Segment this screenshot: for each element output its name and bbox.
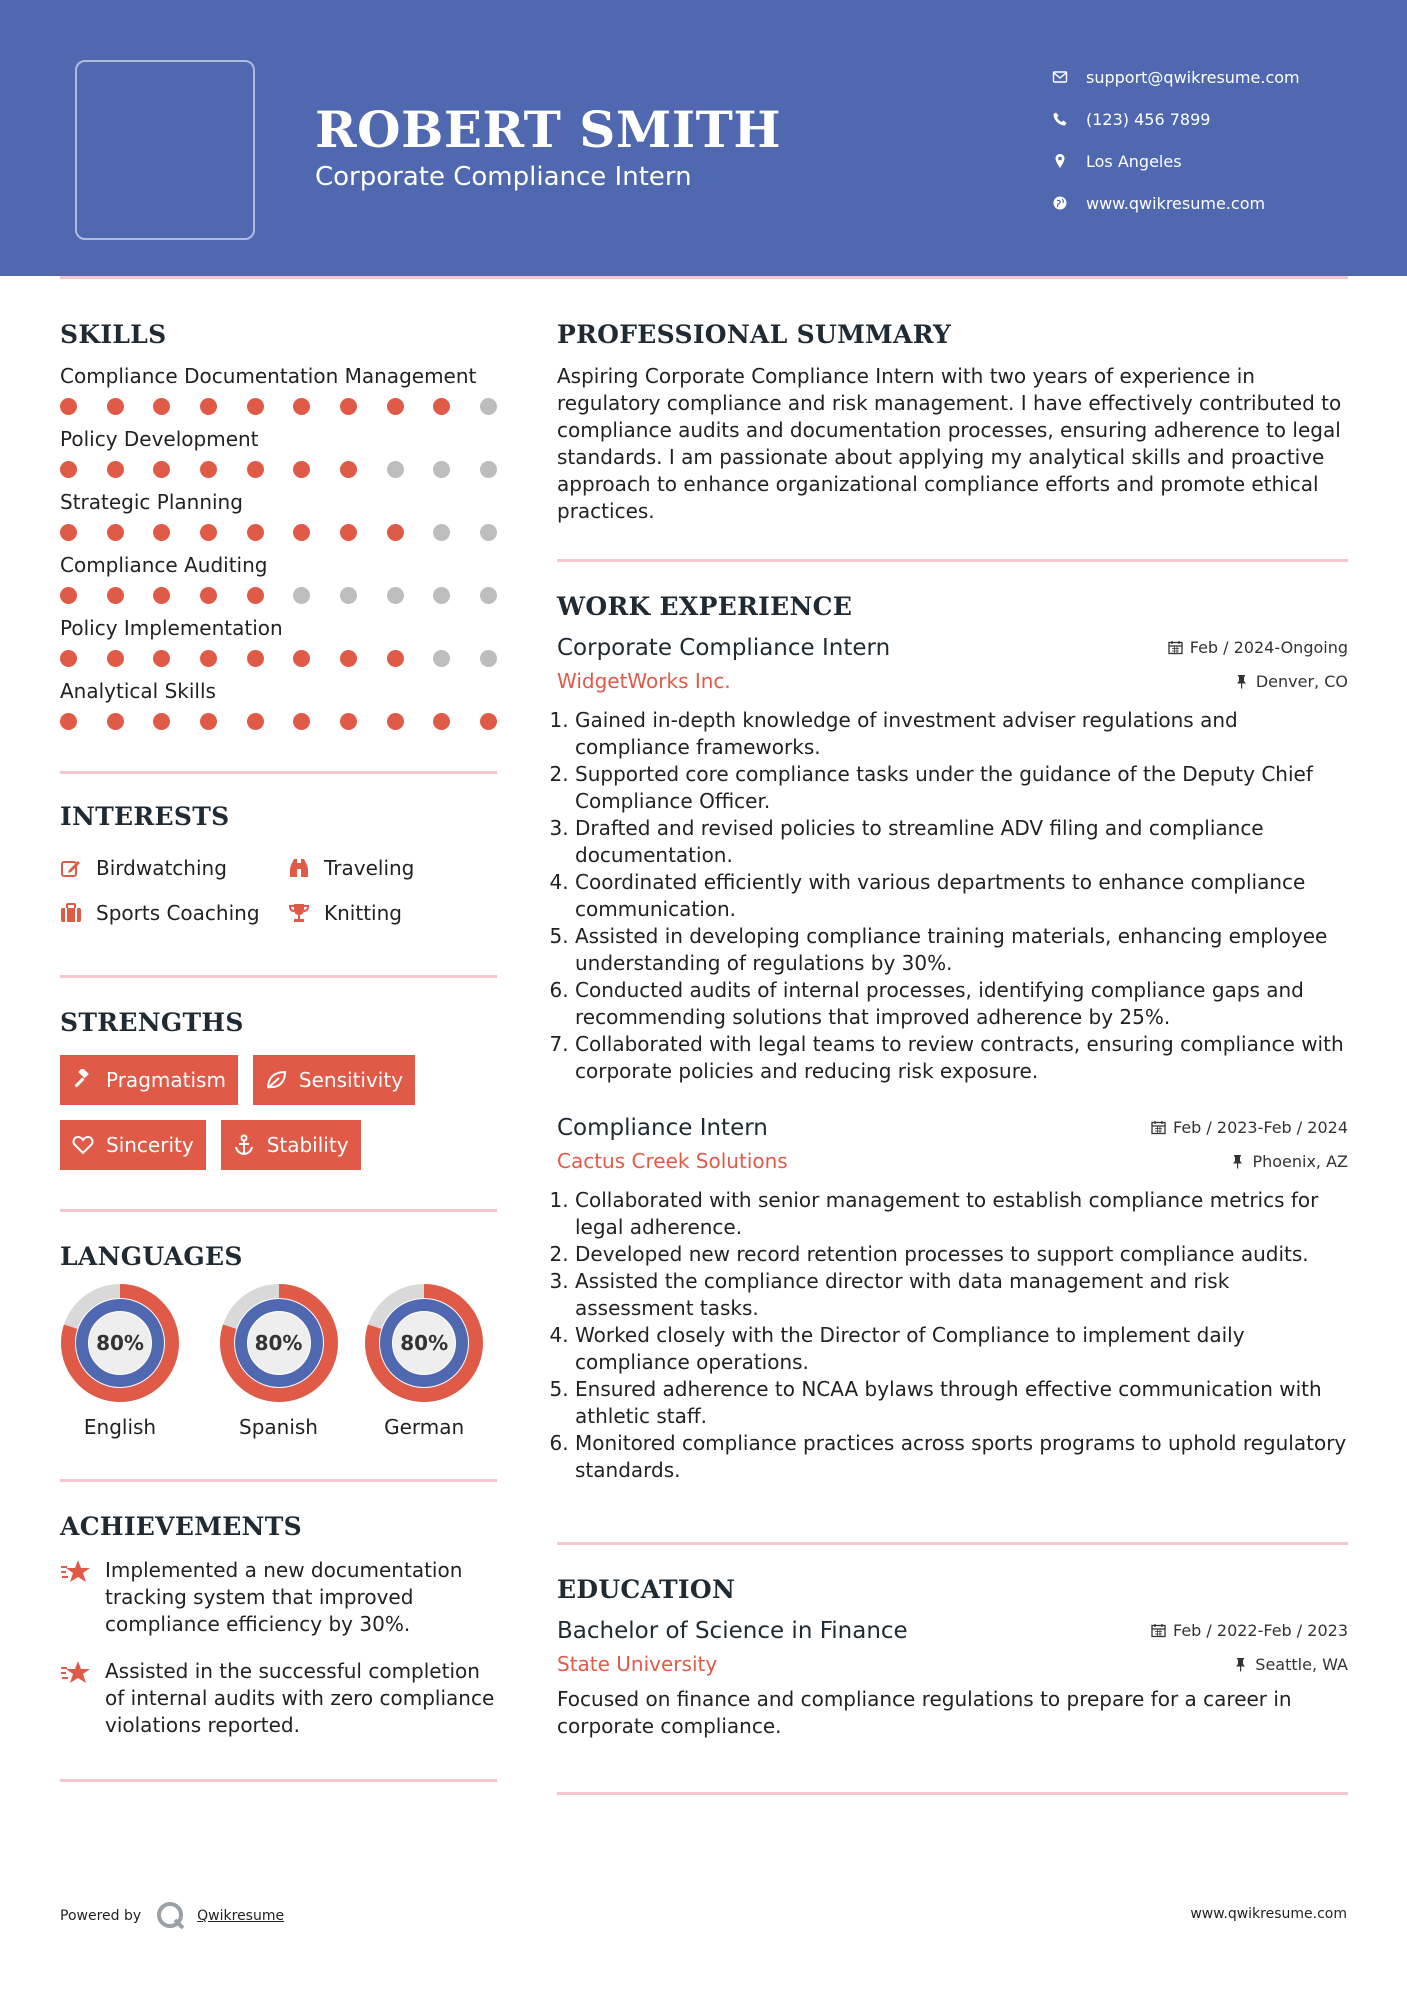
rating-dot-filled [293,650,310,667]
rating-dot-filled [247,650,264,667]
duty-item: 3. Assisted the compliance director with data management and risk assessment tasks. [575,1268,1348,1322]
summary-text: Aspiring Corporate Compliance Intern with two years of experience in regulatory compliance and risk management. I have effectively contributed to compliance audits and documentation processes, ensuring adherence to legal standards. I am passionate about applying my analytical skills and proactive approach to enhance organizational compliance efforts and promote ethical practices. [557,364,1342,523]
duty-item: 5. Ensured adherence to NCAA bylaws through effective communication with athletic staff. [575,1376,1348,1430]
star-icon [60,1658,105,1739]
rating-dot-filled [293,398,310,415]
contact-location [1052,140,1300,182]
section-divider [60,975,497,978]
job-location-text: Denver, CO [1255,671,1348,691]
language-percent: 80% [254,1331,303,1355]
rating-dot-filled [293,713,310,730]
duty-item: 4. Coordinated efficiently with various departments to enhance compliance communication. [575,869,1348,923]
rating-dot-filled [433,713,450,730]
gavel-icon [72,1069,94,1091]
calendar-icon [1151,1623,1166,1638]
rating-dot-filled [293,461,310,478]
rating-dot-empty [433,587,450,604]
rating-dot-filled [107,398,124,415]
rating-dot-filled [153,524,170,541]
section-divider [60,1209,497,1212]
education-date-text: Feb / 2022-Feb / 2023 [1173,1621,1348,1640]
interest-label: Knitting [324,900,402,925]
strength-badge [60,1120,206,1170]
duty-item: 7. Collaborated with legal teams to review contracts, ensuring compliance with corporate policies and reducing risk exposure. [575,1031,1348,1085]
achievement-item [60,1658,497,1739]
languages-list [60,1283,497,1439]
language-name: English [83,1415,157,1439]
rating-dot-filled [153,650,170,667]
rating-dot-filled [107,650,124,667]
strength-label: Sincerity [106,1133,194,1157]
rating-dot-filled [340,398,357,415]
skill-rating [60,396,497,416]
rating-dot-filled [293,524,310,541]
achievement-text: Implemented a new documentation tracking system that improved compliance efficiency by 30%. [105,1558,463,1636]
strength-badge [253,1055,415,1105]
binoculars-icon [288,857,324,879]
skill-rating [60,711,497,731]
contact-email-text: support@qwikresume.com [1086,67,1300,87]
achievements-title: ACHIEVEMENTS [60,1512,302,1541]
rating-dot-filled [107,587,124,604]
rating-dot-filled [480,713,497,730]
language-name: Spanish [239,1415,318,1439]
interest-label: Sports Coaching [96,900,260,925]
skill-name: Strategic Planning [60,490,243,514]
map-marker-icon [1052,153,1086,169]
rating-dot-empty [433,524,450,541]
language-item [351,1283,497,1439]
strength-badge [60,1055,238,1105]
pushpin-icon [1230,1154,1245,1169]
duty-item: 4. Worked closely with the Director of Compliance to implement daily compliance operations. [575,1322,1348,1376]
rating-dot-filled [153,713,170,730]
interest-label: Traveling [324,855,415,880]
powered-by-text: Powered by [60,1908,142,1924]
qwikresume-logo-icon [155,1900,187,1932]
languages-title: LANGUAGES [60,1242,243,1271]
duty-item: 1. Gained in-depth knowledge of investment adviser regulations and compliance frameworks. [575,707,1348,761]
contact-phone-text: (123) 456 7899 [1086,109,1211,129]
language-name: German [384,1415,465,1439]
strength-label: Sensitivity [298,1068,404,1092]
skill-name: Compliance Auditing [60,553,268,577]
rating-dot-filled [60,713,77,730]
rating-dot-empty [433,650,450,667]
calendar-icon [1151,1120,1166,1135]
duty-item: 6. Conducted audits of internal processes, identifying compliance gaps and recommending solutions that improved adherence by 25%. [575,977,1348,1031]
language-ring [364,1283,484,1403]
right-column [557,320,1348,1795]
rating-dot-filled [200,398,217,415]
rating-dot-filled [387,524,404,541]
job-date-text: Feb / 2023-Feb / 2024 [1173,1118,1348,1137]
contact-website[interactable] [1052,182,1300,224]
skill-name: Policy Development [60,427,259,451]
language-ring [219,1283,339,1403]
education-title: EDUCATION [557,1575,736,1604]
summary-title: PROFESSIONAL SUMMARY [557,320,952,349]
section-divider [557,1542,1348,1545]
pencil-square-icon [60,857,96,879]
job-date [1168,638,1348,657]
contact-website-text: www.qwikresume.com [1086,193,1266,213]
interest-item [60,845,278,890]
strength-badge [221,1120,361,1170]
education-entry [557,1618,1348,1740]
education-date [1151,1621,1348,1640]
footer-url[interactable]: www.qwikresume.com [1190,1906,1347,1922]
rating-dot-filled [247,461,264,478]
pushpin-icon [1233,1657,1248,1672]
skill-name: Compliance Documentation Management [60,364,477,388]
duty-item: 2. Developed new record retention processes to support compliance audits. [575,1241,1348,1268]
skill-rating [60,459,497,479]
duties-list [557,707,1348,1085]
rating-dot-filled [247,713,264,730]
contact-list [1052,56,1300,224]
skill-rating [60,522,497,542]
envelope-icon [1052,69,1086,85]
leaf-icon [265,1069,287,1091]
rating-dot-filled [247,524,264,541]
education-location [1233,1655,1348,1674]
left-column [60,320,497,1782]
section-divider [60,1779,497,1782]
section-divider [557,559,1348,562]
rating-dot-filled [247,398,264,415]
company-name: WidgetWorks Inc. [557,669,731,693]
phone-icon [1052,111,1086,127]
rating-dot-filled [200,713,217,730]
qwikresume-link[interactable]: Qwikresume [197,1908,285,1924]
rating-dot-empty [433,461,450,478]
rating-dot-empty [387,461,404,478]
section-divider [557,1792,1348,1795]
footer-powered-by [60,1900,284,1932]
education-location-text: Seattle, WA [1255,1654,1348,1674]
heart-icon [72,1134,94,1156]
rating-dot-filled [387,398,404,415]
rating-dot-filled [60,398,77,415]
rating-dot-empty [480,398,497,415]
interest-label: Birdwatching [96,855,227,880]
contact-email[interactable] [1052,56,1300,98]
job-location [1234,672,1348,691]
anchor-icon [233,1134,255,1156]
language-percent: 80% [400,1331,449,1355]
degree-title: Bachelor of Science in Finance [557,1618,908,1644]
interest-item [60,890,278,935]
job-title: Compliance Intern [557,1115,768,1141]
candidate-name: ROBERT SMITH [315,100,782,159]
rating-dot-filled [200,461,217,478]
job-date-text: Feb / 2024-Ongoing [1189,638,1348,657]
rating-dot-filled [107,524,124,541]
contact-location-text: Los Angeles [1086,151,1182,171]
rating-dot-empty [480,650,497,667]
achievement-item [60,1557,497,1638]
duty-item: 5. Assisted in developing compliance training materials, enhancing employee understanding of regulations by 30%. [575,923,1348,977]
rating-dot-filled [60,587,77,604]
rating-dot-filled [153,398,170,415]
rating-dot-filled [60,461,77,478]
resume-header [0,0,1407,276]
rating-dot-empty [480,524,497,541]
calendar-icon [1168,640,1183,655]
language-item [60,1283,206,1439]
job-entry [557,1115,1348,1484]
language-item [206,1283,352,1439]
section-divider [60,1479,497,1482]
skills-list [60,363,497,731]
school-name: State University [557,1652,718,1676]
rating-dot-filled [340,713,357,730]
briefcase-icon [60,902,96,924]
language-percent: 80% [96,1331,144,1355]
rating-dot-filled [153,587,170,604]
rating-dot-filled [60,524,77,541]
contact-phone[interactable] [1052,98,1300,140]
pushpin-icon [1234,674,1249,689]
achievement-text: Assisted in the successful completion of internal audits with zero compliance violations reported. [105,1659,495,1737]
rating-dot-filled [387,650,404,667]
rating-dot-filled [340,650,357,667]
strength-label: Stability [266,1133,349,1157]
skills-title: SKILLS [60,320,167,349]
rating-dot-filled [340,524,357,541]
rating-dot-filled [387,713,404,730]
strengths-title: STRENGTHS [60,1008,244,1037]
job-date [1151,1118,1348,1137]
rating-dot-filled [60,650,77,667]
rating-dot-filled [247,587,264,604]
rating-dot-filled [200,650,217,667]
strength-label: Pragmatism [106,1068,226,1092]
interests-list [60,845,497,935]
rating-dot-filled [200,524,217,541]
duty-item: 2. Supported core compliance tasks under the guidance of the Deputy Chief Compliance Officer. [575,761,1348,815]
rating-dot-empty [480,587,497,604]
education-description: Focused on finance and compliance regulations to prepare for a career in corporate compliance. [557,1687,1292,1738]
rating-dot-empty [480,461,497,478]
duty-item: 1. Collaborated with senior management to establish compliance metrics for legal adherence. [575,1187,1348,1241]
strengths-list [60,1055,497,1185]
interests-title: INTERESTS [60,802,230,831]
candidate-title: Corporate Compliance Intern [315,162,692,192]
profile-photo-placeholder [75,60,255,240]
rating-dot-filled [107,461,124,478]
rating-dot-empty [293,587,310,604]
job-entry [557,635,1348,1085]
rating-dot-filled [200,587,217,604]
star-icon [60,1557,105,1638]
duty-item: 3. Drafted and revised policies to streamline ADV filing and compliance documentation. [575,815,1348,869]
duties-list [557,1187,1348,1484]
skill-name: Policy Implementation [60,616,283,640]
rating-dot-empty [387,587,404,604]
rating-dot-filled [153,461,170,478]
skill-rating [60,585,497,605]
globe-icon [1052,195,1086,211]
header-divider [60,276,1348,279]
rating-dot-filled [107,713,124,730]
company-name: Cactus Creek Solutions [557,1149,788,1173]
skill-rating [60,648,497,668]
skill-name: Analytical Skills [60,679,216,703]
interest-item [288,890,402,935]
rating-dot-filled [433,398,450,415]
rating-dot-filled [340,461,357,478]
job-location-text: Phoenix, AZ [1252,1151,1348,1171]
interest-item [288,845,414,890]
duty-item: 6. Monitored compliance practices across sports programs to uphold regulatory standards. [575,1430,1348,1484]
job-location [1230,1152,1348,1171]
rating-dot-empty [340,587,357,604]
language-ring [60,1283,180,1403]
section-divider [60,771,497,774]
experience-title: WORK EXPERIENCE [557,592,853,621]
trophy-icon [288,902,324,924]
job-title: Corporate Compliance Intern [557,635,891,661]
